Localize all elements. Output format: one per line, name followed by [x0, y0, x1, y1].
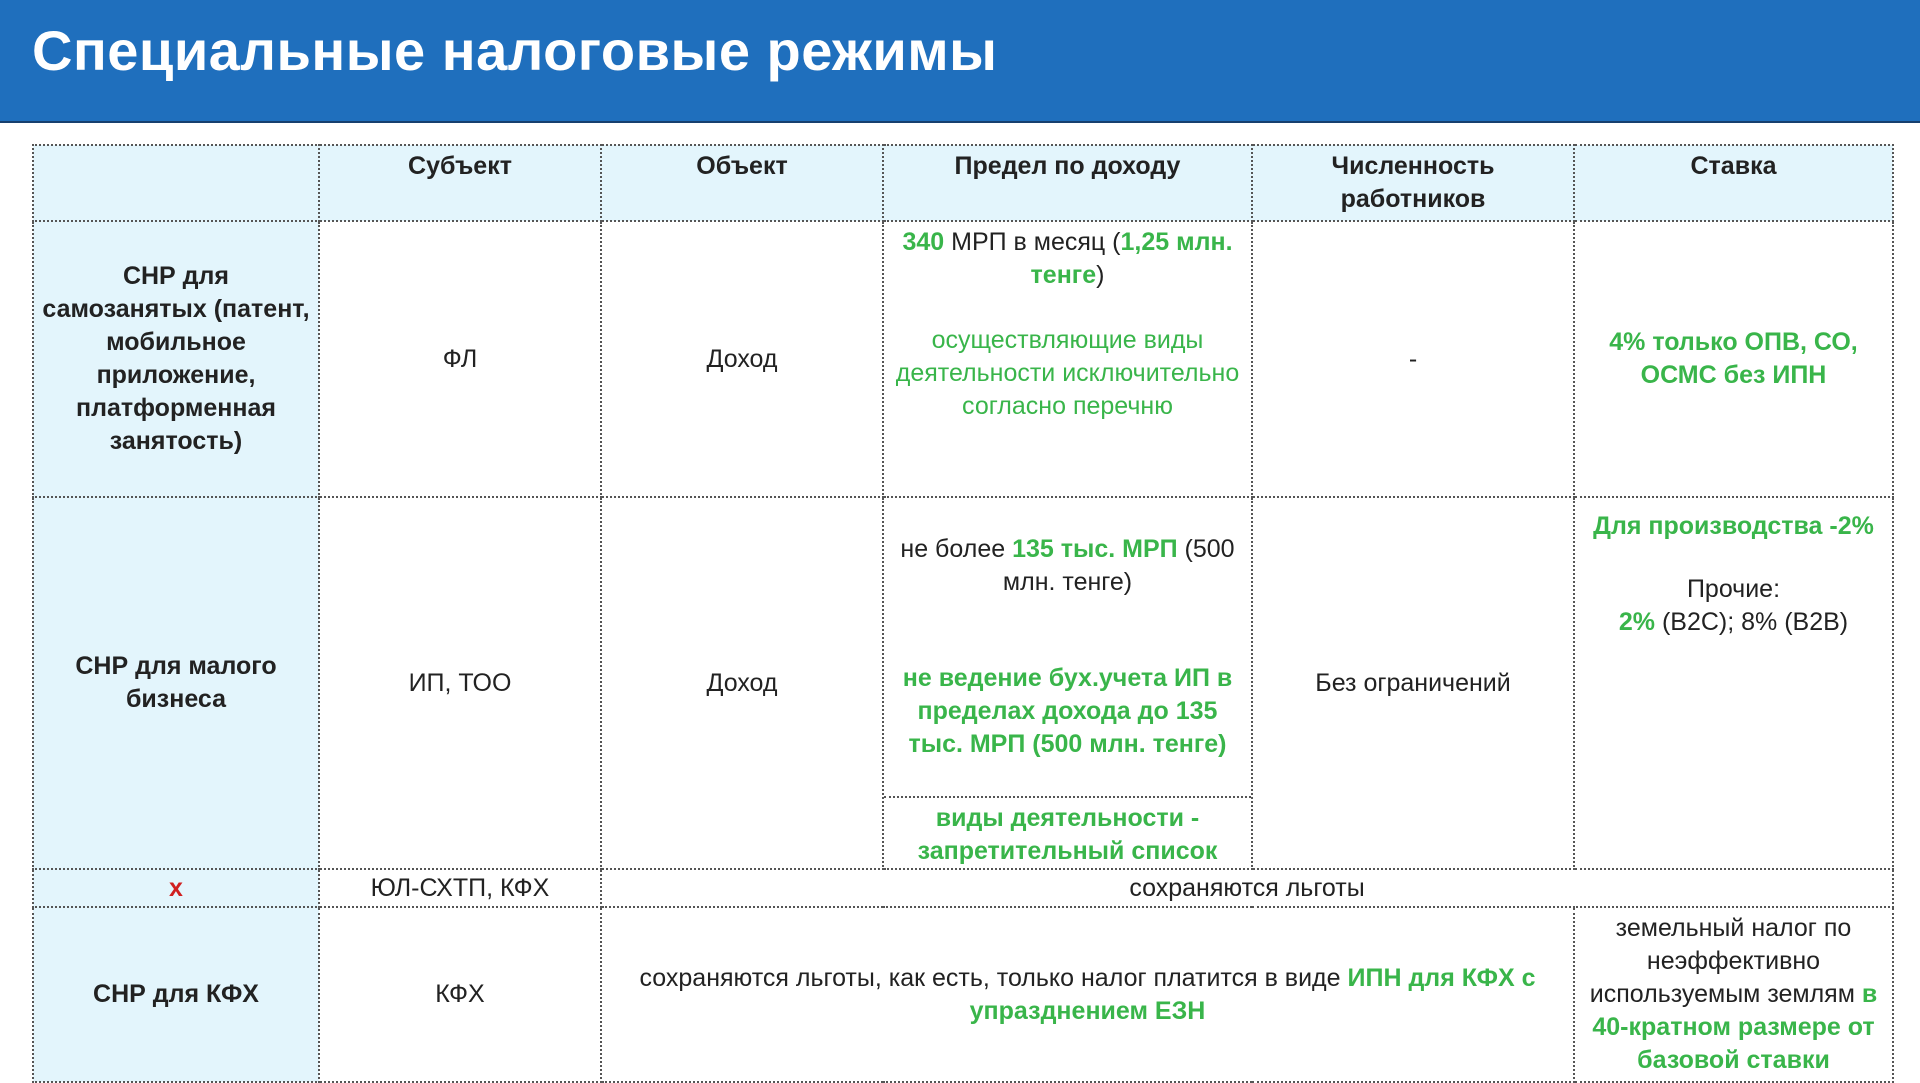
cell-rate-selfemployed: 4% только ОПВ, СО, ОСМС без ИПН: [1574, 221, 1893, 497]
limit-post-text: (500 млн. тенге): [1002, 535, 1235, 597]
rate-production: Для производства -2%: [1593, 512, 1874, 540]
rate-other-rest: (B2C); 8% (B2B): [1655, 608, 1849, 636]
cell-subject-agri: ЮЛ-СХТП, КФХ: [319, 869, 601, 907]
cell-employees-selfemployed: -: [1252, 221, 1574, 497]
limit-subcell-activities: виды деятельности - запретительный список: [917, 804, 1218, 865]
table-header-row: [33, 145, 1893, 221]
kfh-rate-green: в 40-кратном размере от базовой ставки: [1592, 980, 1878, 1074]
col-header-income-limit: Предел по доходу: [883, 145, 1252, 221]
cell-limit-selfemployed: [883, 221, 1252, 497]
kfh-text-green: ИПН для КФХ с упразднением ЕЗН: [969, 963, 1536, 1025]
tax-regimes-table-wrap: [32, 144, 1892, 1080]
table-row: [33, 869, 1893, 907]
limit-pre-text: не более: [900, 535, 1013, 564]
kfh-text-pre: сохраняются льготы, как есть, только налог платится в виде: [639, 963, 1348, 992]
col-header-rate: Ставка: [1574, 145, 1893, 221]
cell-limit-small-business: [883, 497, 1252, 869]
slide-header: [0, 0, 1920, 123]
cell-subject-small-business: ИП, ТОО: [319, 497, 601, 869]
cell-subject-kfh: КФХ: [319, 907, 601, 1082]
col-header-object: Объект: [601, 145, 883, 221]
cell-employees-small-business: Без ограничений: [1252, 497, 1574, 869]
col-header-subject: Субъект: [319, 145, 601, 221]
table-row: [33, 221, 1893, 497]
limit-subcell-main: [884, 498, 1251, 798]
limit-mrp-text: МРП в месяц (: [944, 228, 1121, 256]
limit-note-selfemployed: осуществляющие виды деятельности исключительно согласно перечню: [895, 326, 1240, 420]
limit-amount-selfemployed: 1,25 млн. тенге: [1030, 228, 1233, 289]
slide-title: Специальные налоговые режимы: [32, 19, 998, 82]
rate-other-label: Прочие:: [1686, 575, 1781, 603]
row-title-selfemployed: СНР для самозанятых (патент, мобильное приложение, платформенная занятость): [33, 221, 319, 497]
limit-line-selfemployed: [890, 226, 1245, 292]
cell-rate-kfh: [1574, 907, 1893, 1082]
tax-regimes-table: [32, 144, 1894, 1083]
cell-object-selfemployed: Доход: [601, 221, 883, 497]
row-title-kfh: СНР для КФХ: [33, 907, 319, 1082]
limit-mrp-number: 340: [902, 228, 945, 256]
row-title-agri: [33, 869, 319, 907]
table-row: [33, 907, 1893, 1082]
limit-line-small-business: [888, 529, 1247, 603]
cell-subject-selfemployed: ФЛ: [319, 221, 601, 497]
cell-agri-text: сохраняются льготы: [601, 869, 1893, 907]
row-title-small-business: СНР для малого бизнеса: [33, 497, 319, 869]
cell-rate-small-business: [1574, 497, 1893, 869]
cell-kfh-text: [601, 907, 1574, 1082]
limit-note-small-business: не ведение бух.учета ИП в пределах дохода до 135 тыс. МРП (500 млн. тенге): [902, 663, 1233, 758]
limit-amount-small-business: 135 тыс. МРП: [1012, 535, 1178, 564]
col-header-employees: Численность работников: [1252, 145, 1574, 221]
cross-mark: х: [169, 873, 183, 902]
col-header-regime: [33, 145, 319, 221]
kfh-rate-pre: земельный налог по неэффективно используемым землям: [1589, 914, 1862, 1008]
table-row: [33, 497, 1893, 869]
rate-other-pct: 2%: [1618, 608, 1656, 636]
rate-other-line: [1581, 606, 1886, 639]
limit-close-paren: ): [1096, 261, 1105, 289]
cell-object-small-business: Доход: [601, 497, 883, 869]
